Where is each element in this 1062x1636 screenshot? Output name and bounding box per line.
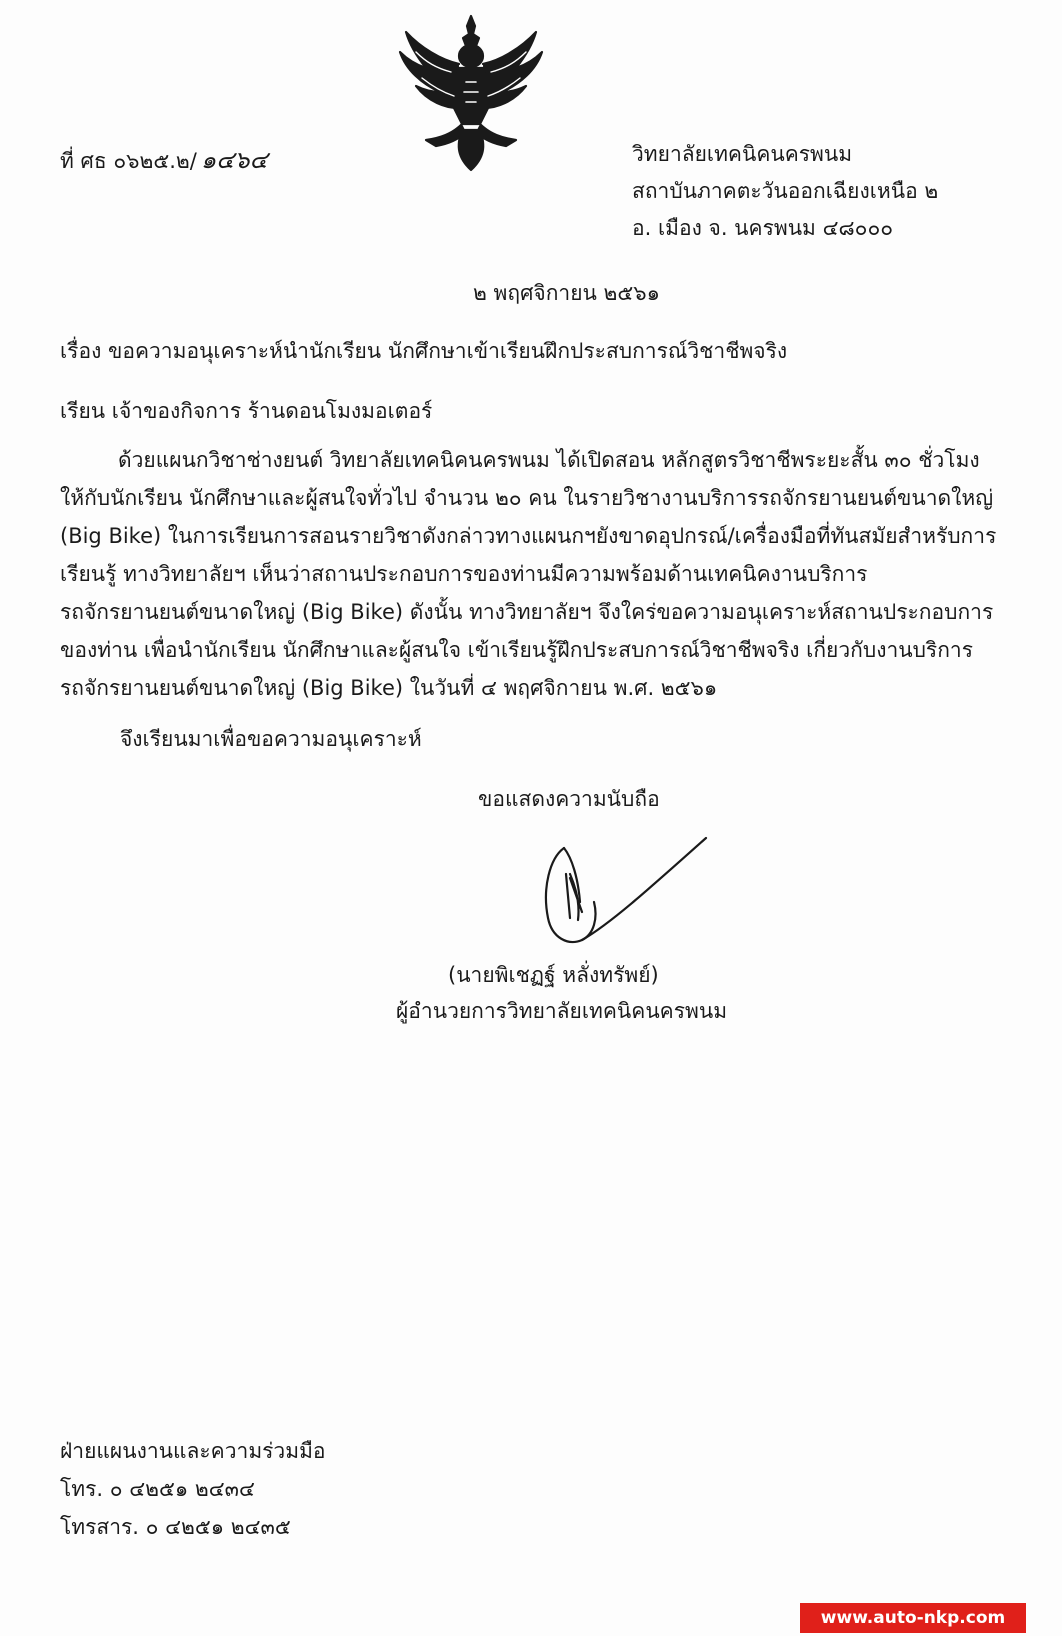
footer-department: ฝ่ายแผนงานและความร่วมมือ	[60, 1439, 326, 1463]
letter-date: ๒ พฤศจิกายน ๒๕๖๑	[473, 281, 660, 305]
body-line: รถจักรยานยนต์ขนาดใหญ่ (Big Bike) ดังนั้น ทางวิทยาลัยฯ จึงใคร่ขอความอนุเคราะห์สถานประกอบการ	[60, 600, 994, 624]
signer-name: (นายพิเชฏฐ์ หลั่งทรัพย์)	[448, 963, 659, 987]
body-line: ของท่าน เพื่อนำนักเรียน นักศึกษาและผู้สนใจ เข้าเรียนรู้ฝึกประสบการณ์วิชาชีพจริง เกี่ยวกับงานบริการ	[60, 638, 973, 662]
body-line: ให้กับนักเรียน นักศึกษาและผู้สนใจทั่วไป จำนวน ๒๐ คน ในรายวิชางานบริการรถจักรยานยนต์ขนาดใหญ่	[60, 486, 994, 510]
handwritten-signature	[520, 828, 720, 958]
address-line-2: สถาบันภาคตะวันออกเฉียงเหนือ ๒	[632, 179, 939, 203]
footer-fax: โทรสาร. ๐ ๔๒๕๑ ๒๔๓๕	[60, 1515, 291, 1539]
letter-regards: ขอแสดงความนับถือ	[478, 787, 660, 811]
letter-subject: เรื่อง ขอความอนุเคราะห์นำนักเรียน นักศึกษาเข้าเรียนฝึกประสบการณ์วิชาชีพจริง	[60, 339, 788, 363]
garuda-emblem-icon	[396, 12, 546, 174]
address-line-3: อ. เมือง จ. นครพนม ๔๘๐๐๐	[632, 216, 894, 240]
body-line: เรียนรู้ ทางวิทยาลัยฯ เห็นว่าสถานประกอบการของท่านมีความพร้อมด้านเทคนิคงานบริการ	[60, 562, 868, 586]
letter-salutation: เรียน เจ้าของกิจการ ร้านดอนโมงมอเตอร์	[60, 399, 433, 423]
body-line: ด้วยแผนกวิชาช่างยนต์ วิทยาลัยเทคนิคนครพนม ได้เปิดสอน หลักสูตรวิชาชีพระยะสั้น ๓๐ ชั่วโมง	[118, 448, 980, 472]
reference-number	[60, 140, 268, 179]
letter-closing: จึงเรียนมาเพื่อขอความอนุเคราะห์	[120, 727, 422, 751]
website-watermark: www.auto-nkp.com	[800, 1603, 1026, 1633]
address-line-1: วิทยาลัยเทคนิคนครพนม	[632, 142, 853, 166]
reference-label: ที่ ศธ ๐๖๒๕.๒/	[60, 149, 197, 173]
body-line: (Big Bike) ในการเรียนการสอนรายวิชาดังกล่าวทางแผนกฯยังขาดอุปกรณ์/เครื่องมือที่ทันสมัยสำหรับการ	[60, 524, 997, 548]
body-line: รถจักรยานยนต์ขนาดใหญ่ (Big Bike) ในวันที่ ๔ พฤศจิกายน พ.ศ. ๒๕๖๑	[60, 676, 718, 700]
footer-telephone: โทร. ๐ ๔๒๕๑ ๒๔๓๔	[60, 1477, 255, 1501]
signer-title: ผู้อำนวยการวิทยาลัยเทคนิคนครพนม	[396, 999, 728, 1023]
reference-handwritten-number: ๑๔๖๔	[200, 146, 268, 174]
